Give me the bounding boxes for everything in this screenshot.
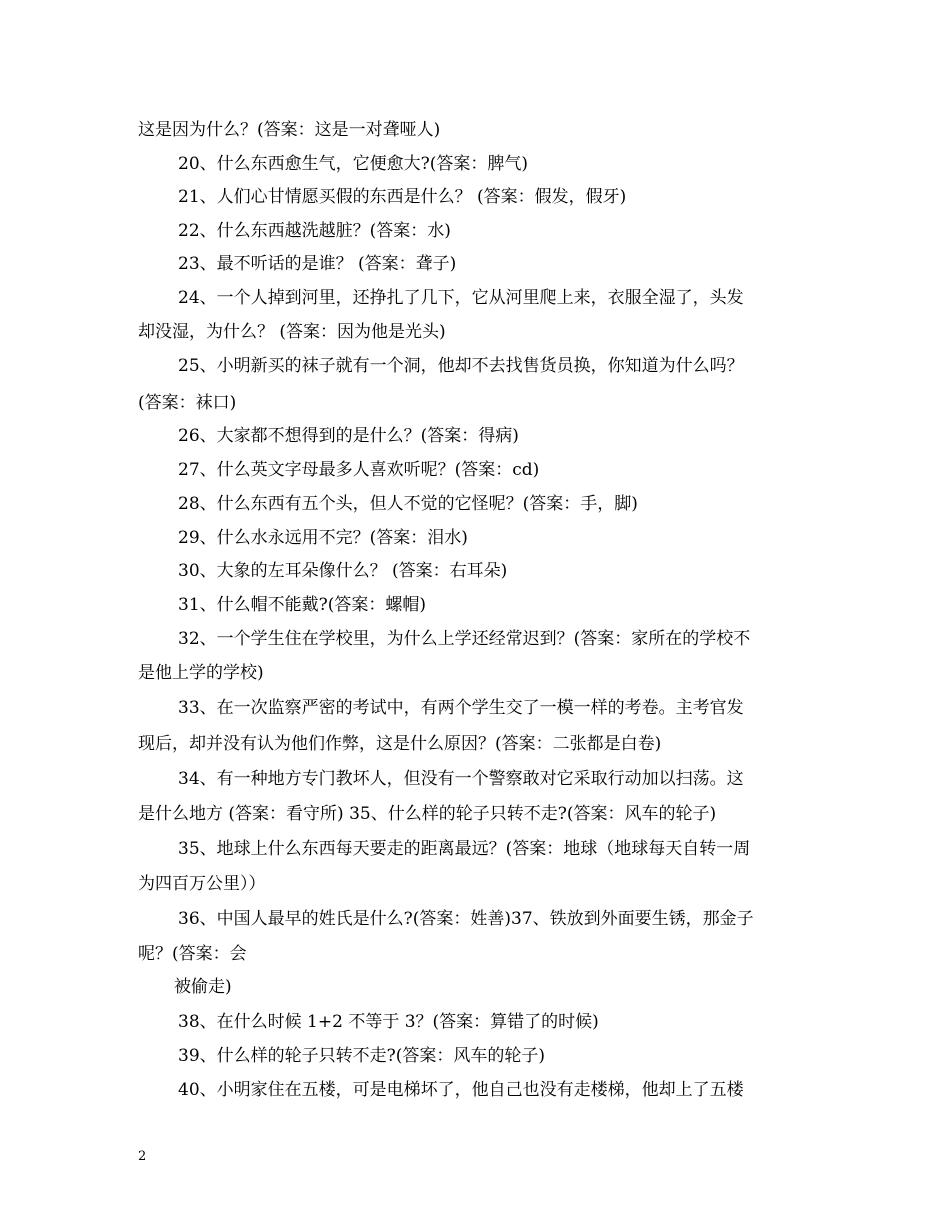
text-line: 39、什么样的轮子只转不走?(答案：风车的轮子) (178, 1046, 546, 1066)
text-line: 36、中国人最早的姓氏是什么?(答案：姓善)37、铁放到外面要生锈，那金子 (178, 909, 754, 929)
text-line: 这是因为什么？(答案：这是一对聋哑人) (138, 120, 441, 140)
text-line: 23、最不听话的是谁？ (答案：聋子) (178, 254, 457, 274)
text-line: 29、什么水永远用不完？(答案：泪水) (178, 528, 468, 548)
page-number: 2 (138, 1149, 147, 1164)
text-line: 被偷走) (174, 977, 232, 997)
text-line: 20、什么东西愈生气，它便愈大?(答案：脾气) (178, 154, 529, 174)
text-line: 35、地球上什么东西每天要走的距离最远？(答案：地球（地球每天自转一周 (178, 839, 751, 859)
text-line: 33、在一次监察严密的考试中，有两个学生交了一模一样的考卷。主考官发 (178, 698, 744, 718)
text-line: 却没湿，为什么？ (答案：因为他是光头) (138, 322, 446, 342)
text-line: 27、什么英文字母最多人喜欢听呢？(答案：cd) (178, 460, 540, 480)
text-line: 22、什么东西越洗越脏？(答案：水) (178, 221, 451, 241)
text-line: 是他上学的学校) (138, 663, 264, 683)
text-line: 32、一个学生住在学校里，为什么上学还经常迟到？(答案：家所在的学校不 (178, 629, 751, 649)
text-line: 25、小明新买的袜子就有一个洞，他却不去找售货员换，你知道为什么吗？ (178, 356, 744, 376)
text-line: 31、什么帽不能戴?(答案：螺帽) (178, 595, 427, 615)
text-line: 呢？(答案：会 (138, 944, 247, 964)
text-line: 28、什么东西有五个头，但人不觉的它怪呢？(答案：手，脚) (178, 494, 638, 514)
text-line: 21、人们心甘情愿买假的东西是什么？ (答案：假发，假牙) (178, 187, 627, 207)
text-line: 24、一个人掉到河里，还挣扎了几下，它从河里爬上来，衣服全湿了，头发 (178, 288, 744, 308)
text-line: 现后，却并没有认为他们作弊，这是什么原因？(答案：二张都是白卷) (138, 734, 662, 754)
text-line: 38、在什么时候 1+2 不等于 3？(答案：算错了的时候) (178, 1012, 599, 1032)
text-line: 为四百万公里）） (138, 874, 266, 894)
text-line: (答案：袜口) (138, 393, 237, 413)
text-line: 30、大象的左耳朵像什么？ (答案：右耳朵) (178, 561, 508, 581)
text-line: 是什么地方 (答案：看守所) 35、什么样的轮子只转不走?(答案：风车的轮子) (138, 804, 717, 824)
text-line: 40、小明家住在五楼，可是电梯坏了，他自己也没有走楼梯，他却上了五楼 (178, 1080, 744, 1100)
text-line: 26、大家都不想得到的是什么？(答案：得病) (178, 426, 519, 446)
text-line: 34、有一种地方专门教坏人，但没有一个警察敢对它采取行动加以扫荡。这 (178, 769, 744, 789)
